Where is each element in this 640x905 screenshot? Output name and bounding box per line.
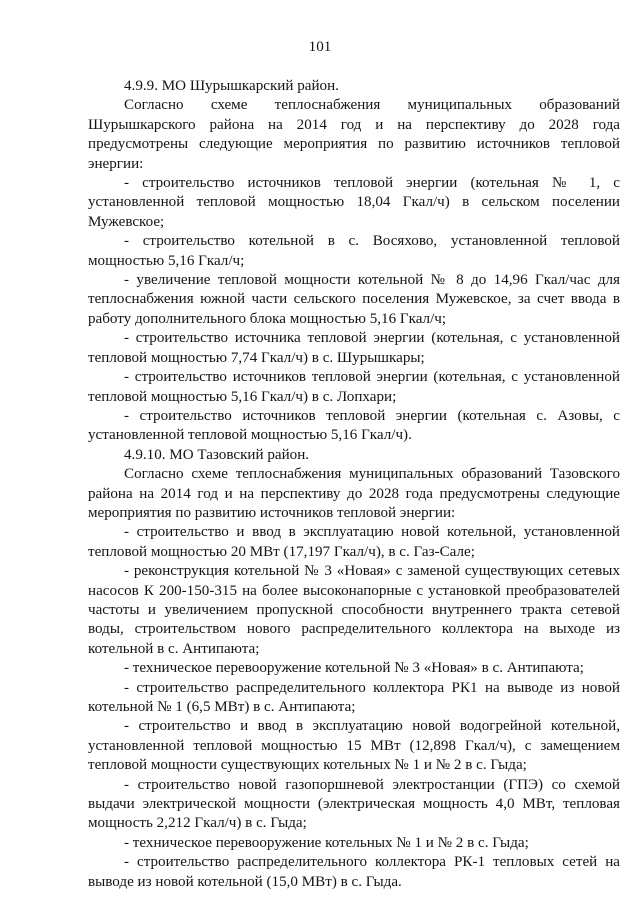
page-number: 101 <box>308 39 332 55</box>
list-item: - техническое перевооружение котельных № 1 и № 2 в с. Гыда; <box>124 834 529 851</box>
list-item: - строительство распределительного коллектора РК1 на выводе из новой котельной № 1 (6,5 МВт) в с. Антипаюта; <box>88 679 620 715</box>
list-item: - строительство распределительного коллектора РК-1 тепловых сетей на выводе из новой котельной (15,0 МВт) в с. Гыда. <box>88 854 620 890</box>
section-intro: Согласно схеме теплоснабжения муниципальных образований Тазовского района на 2014 год и на перспективу до 2028 года предусмотрены следующие мероприятия по развитию источников тепловой энергии: <box>88 466 620 521</box>
list-item: - строительство источников тепловой энергии (котельная № 1, с установленной тепловой мощностью 18,04 Гкал/ч) в сельском поселении Мужевское; <box>88 175 620 230</box>
list-item: - строительство источников тепловой энергии (котельная, с установленной тепловой мощностью 5,16 Гкал/ч) в с. Лопхари; <box>88 369 620 405</box>
list-item: - реконструкция котельной № 3 «Новая» с заменой существующих сетевых насосов К 200-150-315 на более высоконапорные с установкой преобразователей частоты и увеличением пропускной способности внутреннего тракта сетевой воды, строительством нового распределительного коллектора на выходе из котельной в с. Антипаюта; <box>88 563 620 657</box>
section-intro: Согласно схеме теплоснабжения муниципальных образований Шурышкарского района на 2014 год и на перспективу до 2028 года предусмотрены следующие мероприятия по развитию источников тепловой энергии: <box>88 97 620 172</box>
section-heading: 4.9.9. МО Шурышкарский район. <box>124 78 339 94</box>
section-tazovsky <box>88 446 620 892</box>
section-shuryshkarsky <box>88 77 620 446</box>
list-item: - строительство источника тепловой энергии (котельная, с установленной тепловой мощностью 7,74 Гкал/ч) в с. Шурышкары; <box>88 330 620 366</box>
section-heading: 4.9.10. МО Тазовский район. <box>124 446 310 463</box>
list-item: - строительство и ввод в эксплуатацию новой котельной, установленной тепловой мощностью 20 МВт (17,197 Гкал/ч), в с. Газ-Сале; <box>88 524 620 560</box>
document-body <box>88 77 620 892</box>
list-item: - техническое перевооружение котельной № 3 «Новая» в с. Антипаюта; <box>124 660 584 677</box>
list-item: - увеличение тепловой мощности котельной № 8 до 14,96 Гкал/час для теплоснабжения южной части сельского поселения Мужевское, за счет ввода в работу дополнительного блока мощностью 5,16 Гкал/ч; <box>88 272 620 327</box>
list-item: - строительство источников тепловой энергии (котельная с. Азовы, с установленной тепловой мощностью 5,16 Гкал/ч). <box>88 407 620 444</box>
list-item: - строительство котельной в с. Восяхово, установленной тепловой мощностью 5,16 Гкал/ч; <box>88 233 620 269</box>
list-item: - строительство и ввод в эксплуатацию новой водогрейной котельной, установленной тепловой мощностью 15 МВт (12,898 Гкал/ч), с замещением тепловой мощности существующих котельных № 1 и № 2 в с. Гыда; <box>88 718 620 774</box>
list-item: - строительство новой газопоршневой электростанции (ГПЭ) со схемой выдачи электрической мощности (электрическая мощность 4,0 МВт, тепловая мощность 2,212 Гкал/ч) в с. Гыда; <box>88 776 620 832</box>
